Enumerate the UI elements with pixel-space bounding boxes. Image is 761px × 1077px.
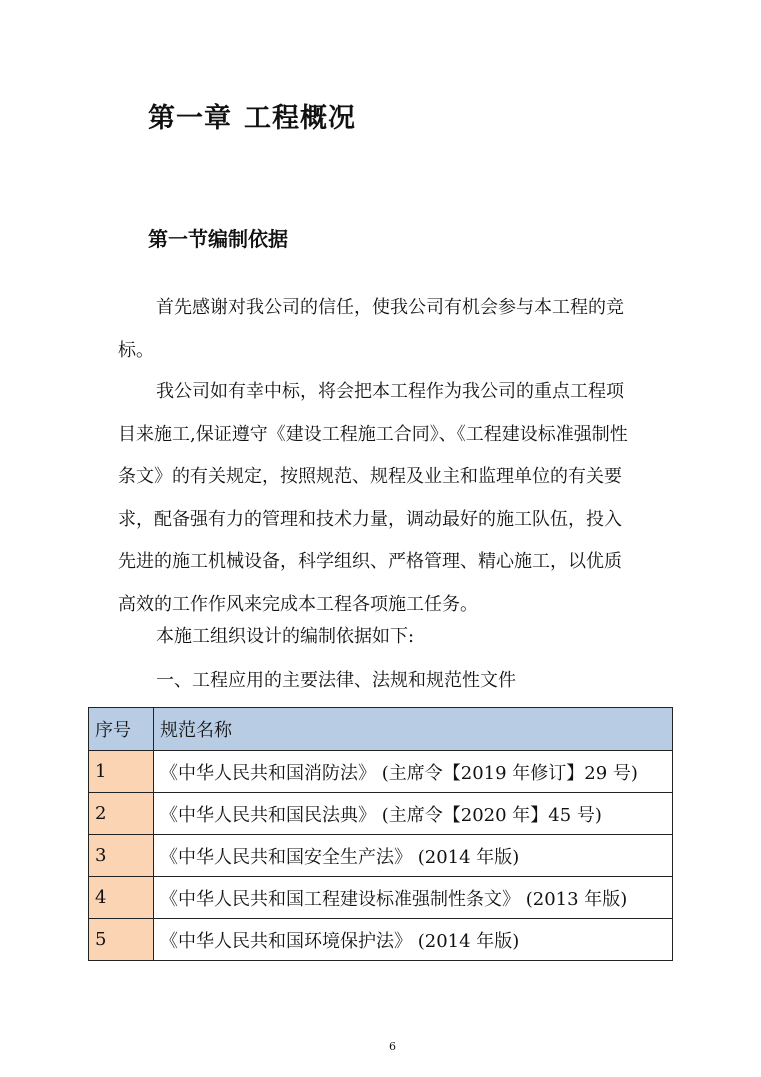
table-header-row	[89, 708, 673, 751]
chapter-number: 第一章	[148, 103, 232, 134]
table-row	[89, 835, 673, 877]
row-name: 《中华人民共和国民法典》 (主席令【2020 年】45 号)	[154, 793, 673, 835]
chapter-name: 工程概况	[244, 103, 356, 134]
commitment-paragraph: 我公司如有幸中标，将会把本工程作为我公司的重点工程项目来施工,保证遵守《建设工程施工合同》、《工程建设标准强制性条文》的有关规定，按照规范、规程及业主和监理单位的有关要求，配备强有力的管理和技术力量，调动最好的施工队伍，投入先进的施工机械设备，科学组织、严格管理、精心施工，以优质高效的工作作风来完成本工程各项施工任务。	[118, 381, 628, 615]
section-title: 第一节编制依据	[148, 227, 288, 251]
row-name: 《中华人民共和国消防法》 (主席令【2019 年修订】29 号)	[154, 751, 673, 793]
basis-intro: 本施工组织设计的编制依据如下:	[156, 626, 415, 647]
intro-paragraph: 首先感谢对我公司的信任，使我公司有机会参与本工程的竞标。	[118, 297, 624, 361]
row-name: 《中华人民共和国工程建设标准强制性条文》 (2013 年版)	[154, 877, 673, 919]
header-index: 序号	[89, 708, 154, 751]
table-row	[89, 793, 673, 835]
page-number: 6	[389, 1040, 396, 1053]
table-row	[89, 919, 673, 961]
row-index: 2	[89, 793, 154, 835]
header-name: 规范名称	[154, 708, 673, 751]
row-index: 4	[89, 877, 154, 919]
row-index: 5	[89, 919, 154, 961]
row-name: 《中华人民共和国环境保护法》 (2014 年版)	[154, 919, 673, 961]
row-index: 1	[89, 751, 154, 793]
chapter-title	[148, 100, 356, 138]
row-name: 《中华人民共和国安全生产法》 (2014 年版)	[154, 835, 673, 877]
table-row	[89, 751, 673, 793]
list-heading: 一、工程应用的主要法律、法规和规范性文件	[156, 670, 516, 691]
regulations-table	[88, 707, 673, 961]
row-index: 3	[89, 835, 154, 877]
table-row	[89, 877, 673, 919]
